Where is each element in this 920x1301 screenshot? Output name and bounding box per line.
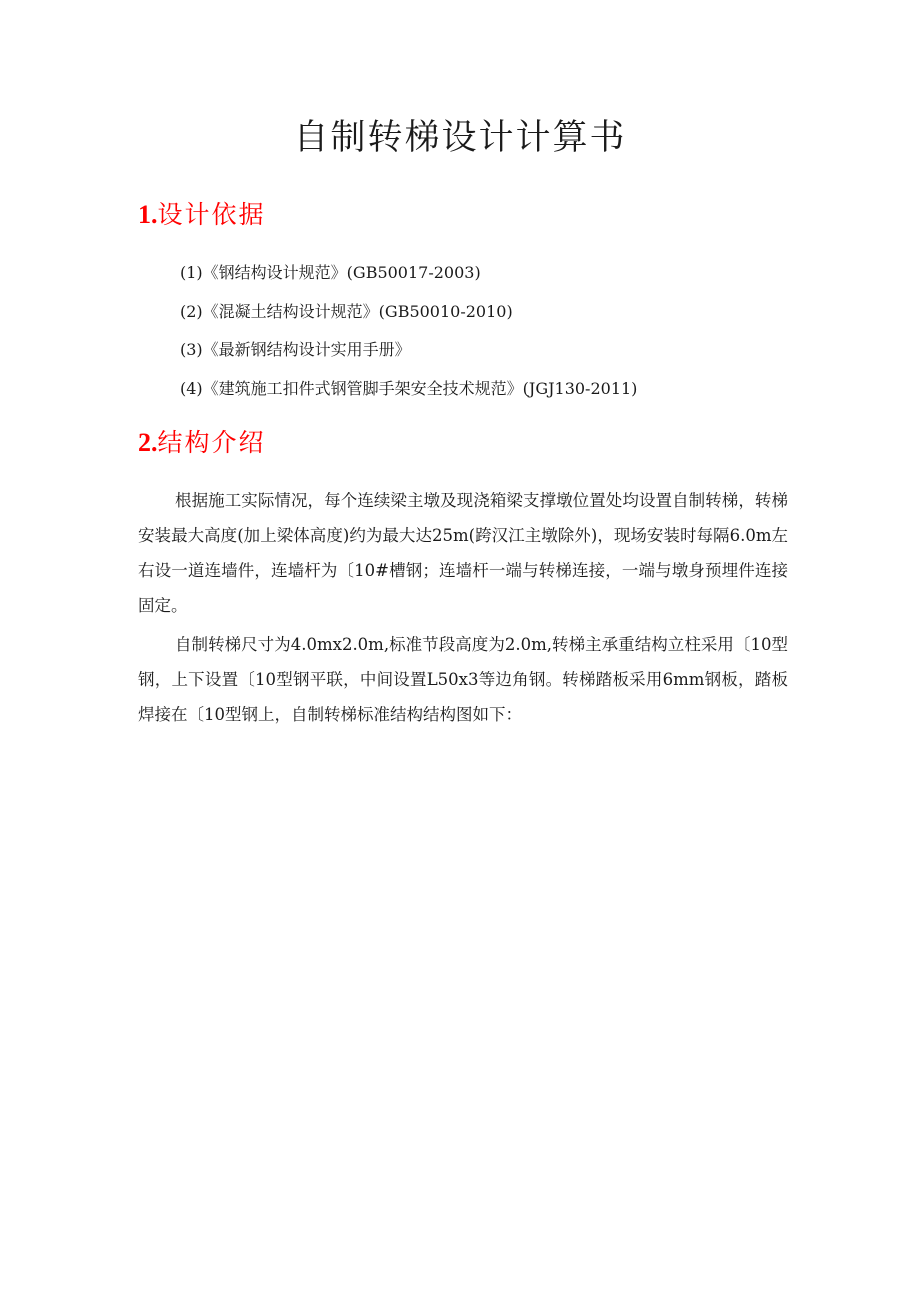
reference-list xyxy=(180,260,637,414)
reference-text: (3)《最新钢结构设计实用手册》 xyxy=(180,340,411,359)
body-paragraph: 根据施工实际情况，每个连续梁主墩及现浇箱梁支撑墩位置处均设置自制转梯，转梯安装最大高度(加上梁体高度)约为最大达25m(跨汉江主墩除外)，现场安装时每隔6.0m左右设一道连墙件，连墙杆为〔10#槽钢；连墙杆一端与转梯连接，一端与墩身预埋件连接固定。 xyxy=(138,491,788,615)
reference-text: (4)《建筑施工扣件式钢管脚手架安全技术规范》(JGJ130-2011) xyxy=(180,378,638,398)
section-heading-design-basis xyxy=(138,197,266,233)
section-number: 1. xyxy=(138,200,158,229)
section-title: 结构介绍 xyxy=(157,428,266,457)
section-number: 2. xyxy=(138,428,158,457)
reference-item xyxy=(180,260,637,299)
reference-text: (1)《钢结构设计规范》(GB50017-2003) xyxy=(180,263,481,282)
reference-item xyxy=(180,376,637,415)
section-title: 设计依据 xyxy=(157,200,266,229)
reference-item xyxy=(180,299,637,338)
reference-item xyxy=(180,337,637,376)
section-heading-structure-intro xyxy=(138,425,266,461)
reference-text: (2)《混凝土结构设计规范》(GB50010-2010) xyxy=(180,301,513,321)
body-paragraph: 自制转梯尺寸为4.0mx2.0m,标准节段高度为2.0m,转梯主承重结构立柱采用〔10型钢，上下设置〔10型钢平联，中间设置L50x3等边角钢。转梯踏板采用6mm钢板，踏板焊接在〔10型钢上，自制转梯标准结构结构图如下： xyxy=(138,635,788,724)
document-title: 自制转梯设计计算书 xyxy=(293,118,627,158)
